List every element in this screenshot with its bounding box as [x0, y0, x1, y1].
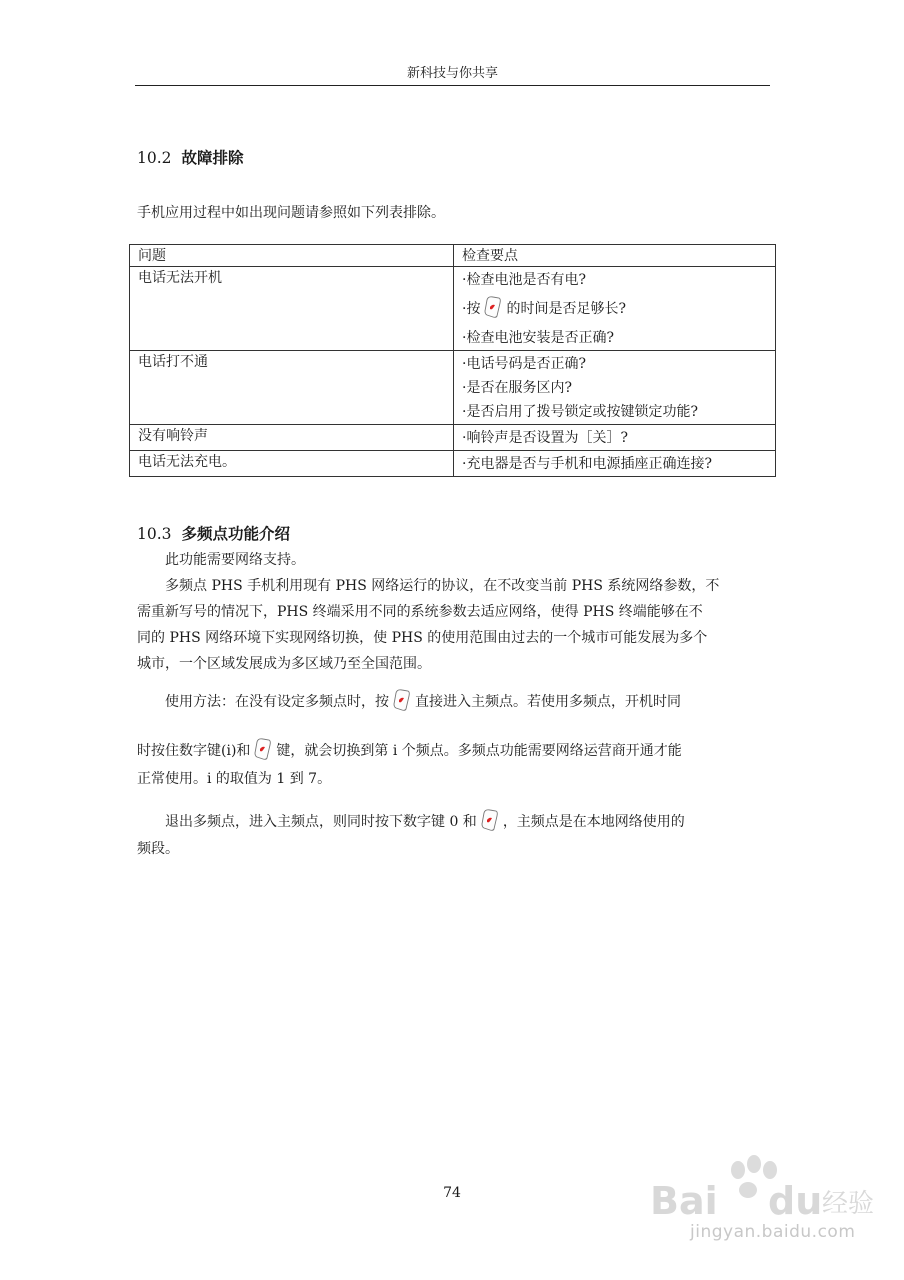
- section-number: 10.3: [137, 525, 172, 543]
- table-row: [130, 267, 776, 351]
- header-checks: 检查要点: [454, 245, 776, 267]
- check-item: ·响铃声是否设置为［关］?: [462, 430, 628, 446]
- problem-cell: 电话无法开机: [130, 267, 454, 351]
- check-item: [462, 292, 767, 326]
- problem-cell: 电话打不通: [130, 351, 454, 425]
- end-key-icon: [392, 688, 412, 712]
- text-line: 此功能需要网络支持。: [165, 552, 305, 568]
- troubleshooting-table: [129, 244, 776, 477]
- text-line: 同的 PHS 网络环境下实现网络切换，使 PHS 的使用范围由过去的一个城市可能发展为多个: [137, 630, 708, 646]
- text-run: 时按住数字键(i)和: [137, 743, 251, 759]
- page-number: 74: [443, 1185, 461, 1201]
- header-problem: 问题: [130, 245, 454, 267]
- svg-text:Bai: Bai: [650, 1179, 718, 1223]
- section-heading-10-3: [137, 524, 290, 544]
- table-row: [130, 425, 776, 451]
- check-item: ·是否启用了拨号锁定或按键锁定功能?: [462, 404, 698, 420]
- text-run: 直接进入主频点。若使用多频点，开机时同: [415, 694, 681, 710]
- exit-line-1: [165, 808, 685, 832]
- section-intro: 手机应用过程中如出现问题请参照如下列表排除。: [137, 205, 445, 221]
- text-run: ，主频点是在本地网络使用的: [502, 814, 685, 830]
- usage-line-2: [137, 737, 682, 761]
- checks-cell: [454, 425, 776, 451]
- checks-cell: [454, 451, 776, 477]
- header-rule: [135, 85, 770, 86]
- check-text: ·按: [462, 301, 481, 317]
- table-header-row: [130, 245, 776, 267]
- problem-cell: 电话无法充电。: [130, 451, 454, 477]
- check-item: ·电话号码是否正确?: [462, 356, 586, 372]
- check-item: ·检查电池是否有电?: [462, 272, 586, 288]
- running-header: 新科技与你共享: [406, 66, 498, 81]
- section-title: 故障排除: [181, 148, 244, 167]
- baidu-watermark-logo: [640, 1150, 880, 1260]
- text-run: 键，就会切换到第 i 个频点。多频点功能需要网络运营商开通才能: [276, 743, 682, 759]
- usage-line-1: [165, 688, 681, 712]
- check-item: ·是否在服务区内?: [462, 380, 572, 396]
- paragraph-network-support: [137, 547, 759, 573]
- section-number: 10.2: [137, 149, 172, 167]
- svg-text:经验: 经验: [822, 1189, 875, 1219]
- text-run: 使用方法：在没有设定多频点时，按: [165, 694, 389, 710]
- checks-cell: [454, 351, 776, 425]
- end-key-icon: [483, 295, 503, 319]
- svg-text:du: du: [768, 1179, 823, 1223]
- text-line: 多频点 PHS 手机利用现有 PHS 网络运行的协议，在不改变当前 PHS 系统网络参数，不: [165, 578, 720, 594]
- problem-cell: 没有响铃声: [130, 425, 454, 451]
- watermark-url: jingyan.baidu.com: [690, 1222, 856, 1242]
- table-row: [130, 351, 776, 425]
- paragraph-intro: [137, 573, 759, 677]
- check-item: ·检查电池安装是否正确?: [462, 330, 614, 346]
- section-heading-10-2: [137, 148, 244, 168]
- text-line: 城市，一个区域发展成为多区域乃至全国范围。: [137, 656, 431, 672]
- check-text: 的时间是否足够长?: [506, 301, 626, 317]
- check-item: ·充电器是否与手机和电源插座正确连接?: [462, 456, 712, 472]
- usage-line-3: 正常使用。i 的取值为 1 到 7。: [137, 771, 332, 787]
- text-line: 需重新写号的情况下，PHS 终端采用不同的系统参数去适应网络，使得 PHS 终端能够在不: [137, 604, 703, 620]
- end-key-icon: [253, 737, 273, 761]
- section-title: 多频点功能介绍: [181, 524, 291, 543]
- text-run: 退出多频点，进入主频点，则同时按下数字键 0 和: [165, 814, 477, 830]
- end-key-icon: [480, 808, 500, 832]
- exit-line-2: 频段。: [137, 841, 179, 857]
- table-row: [130, 451, 776, 477]
- checks-cell: [454, 267, 776, 351]
